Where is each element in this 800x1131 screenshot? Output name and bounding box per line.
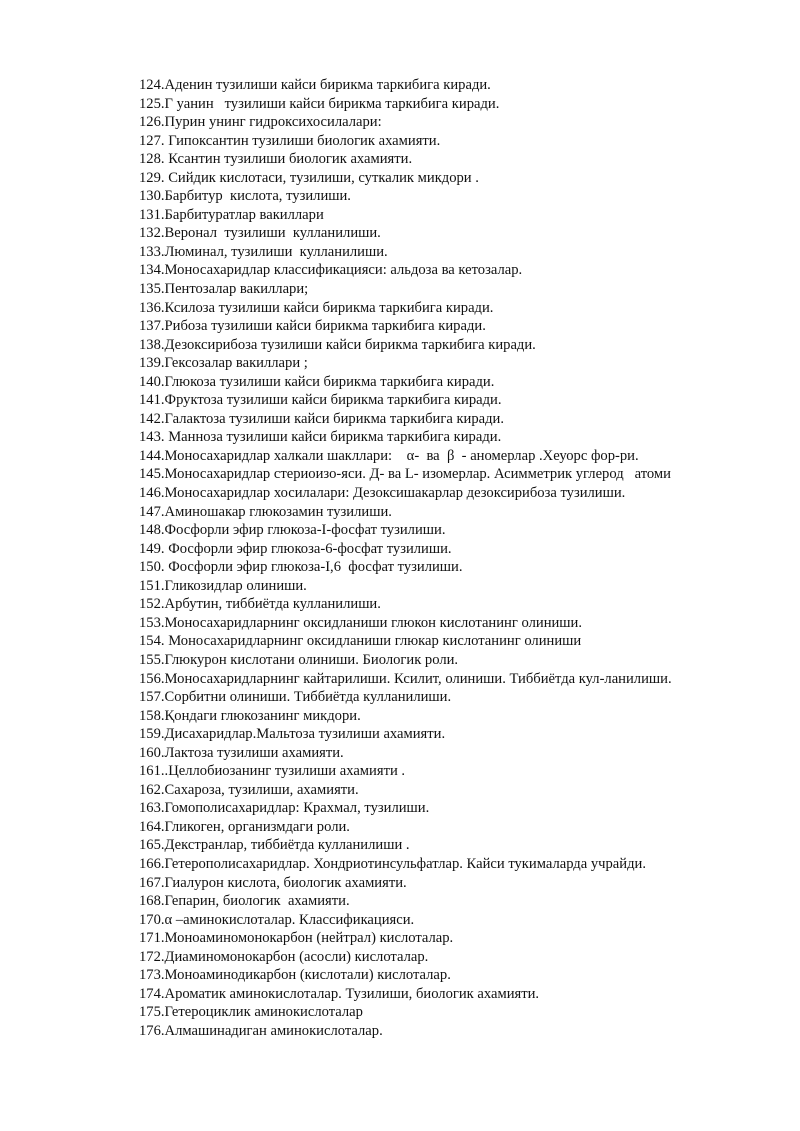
- question-line: 160.Лактоза тузилиши ахамияти.: [139, 744, 344, 761]
- question-line: 152.Арбутин, тиббиётда кулланилиши.: [139, 596, 381, 613]
- question-line: 174.Ароматик аминокислоталар. Тузилиши, биологик ахамияти.: [139, 985, 540, 1002]
- question-line: 159.Дисахаридлар.Мальтоза тузилиши ахамияти.: [139, 726, 446, 743]
- question-line: 141.Фруктоза тузилиши кайси бирикма таркибига киради.: [139, 392, 502, 409]
- question-line: 125.Г уанин тузилиши кайси бирикма таркибига киради.: [139, 95, 500, 112]
- question-line: 166.Гетерополисахаридлар. Хондриотинсульфатлар. Кайси тукималарда учрайди.: [139, 855, 646, 872]
- question-line: 139.Гексозалар вакиллари ;: [139, 355, 308, 372]
- question-line: 157.Сорбитни олиниши. Тиббиётда кулланилиши.: [139, 689, 452, 706]
- question-line: 155.Глюкурон кислотани олиниши. Биологик роли.: [139, 651, 459, 668]
- question-line: 175.Гетероциклик аминокислоталар: [139, 1004, 363, 1021]
- question-line: 158.Қондаги глюкозанинг микдори.: [139, 707, 361, 724]
- question-line: 124.Аденин тузилиши кайси бирикма таркибига киради.: [139, 77, 491, 93]
- question-line: 171.Моноаминомонокарбон (нейтрал) кислоталар.: [139, 930, 454, 947]
- question-line: 161..Целлобиозанинг тузилиши ахамияти .: [139, 763, 406, 780]
- question-line: 145.Моносахаридлар стериоизо-яси. Д- ва L- изомерлар. Асимметрик углерод атоми: [139, 466, 671, 483]
- question-line: 135.Пентозалар вакиллари;: [139, 281, 309, 298]
- question-line: 156.Моносахаридларнинг кайтарилиши. Ксилит, олиниши. Тиббиётда кул-ланилиши.: [139, 670, 672, 687]
- question-line: 148.Фосфорли эфир глюкоза-I-фосфат тузилиши.: [139, 522, 446, 539]
- question-line: 172.Диаминомонокарбон (асосли) кислоталар.: [139, 948, 429, 965]
- question-line: 165.Декстранлар, тиббиётда кулланилиши .: [139, 837, 410, 854]
- question-line: 168.Гепарин, биологик ахамияти.: [139, 893, 350, 910]
- question-list: [139, 76, 779, 1040]
- question-line: 163.Гомополисахаридлар: Крахмал, тузилиши.: [139, 800, 430, 817]
- question-line: 146.Моносахаридлар хосилалари: Дезоксишакарлар дезоксирибоза тузилиши.: [139, 485, 626, 502]
- question-line: 134.Моносахаридлар классификацияси: альдоза ва кетозалар.: [139, 262, 523, 279]
- question-line: 176.Алмашинадиган аминокислоталар.: [139, 1022, 383, 1039]
- question-line: 150. Фосфорли эфир глюкоза-I,6 фосфат тузилиши.: [139, 559, 463, 576]
- question-line: 153.Моносахаридларнинг оксидланиши глюкон кислотанинг олиниши.: [139, 614, 583, 631]
- question-line: 144.Моносахаридлар халкали шакллари: α- ва β - аномерлар .Хеуорс фор-ри.: [139, 447, 639, 464]
- question-line: 131.Барбитуратлар вакиллари: [139, 206, 324, 223]
- question-line: 140.Глюкоза тузилиши кайси бирикма таркибига киради.: [139, 373, 495, 390]
- question-line: 167.Гиалурон кислота, биологик ахамияти.: [139, 874, 407, 891]
- question-line: 170.α –аминокислоталар. Классификацияси.: [139, 911, 415, 928]
- question-line: 130.Барбитур кислота, тузилиши.: [139, 188, 351, 205]
- question-line: 138.Дезоксирибоза тузилиши кайси бирикма таркибига киради.: [139, 336, 536, 353]
- question-line: 142.Галактоза тузилиши кайси бирикма таркибига киради.: [139, 410, 505, 427]
- question-line: 133.Люминал, тузилиши кулланилиши.: [139, 243, 388, 260]
- question-line: 147.Аминошакар глюкозамин тузилиши.: [139, 503, 392, 520]
- question-line: 164.Гликоген, организмдаги роли.: [139, 818, 350, 835]
- question-line: 162.Сахароза, тузилиши, ахамияти.: [139, 781, 359, 798]
- question-line: 173.Моноаминодикарбон (кислотали) кислоталар.: [139, 967, 451, 984]
- question-line: 137.Рибоза тузилиши кайси бирикма таркибига киради.: [139, 318, 486, 335]
- question-line: 128. Ксантин тузилиши биологик ахамияти.: [139, 151, 413, 168]
- question-line: 149. Фосфорли эфир глюкоза-6-фосфат тузилиши.: [139, 540, 452, 557]
- question-line: 136.Ксилоза тузилиши кайси бирикма таркибига киради.: [139, 299, 494, 316]
- question-line: 127. Гипоксантин тузилиши биологик ахамияти.: [139, 132, 441, 149]
- question-line: 143. Манноза тузилиши кайси бирикма таркибига киради.: [139, 429, 502, 446]
- question-line: 154. Моносахаридларнинг оксидланиши глюкар кислотанинг олиниши: [139, 633, 582, 650]
- question-line: 132.Веронал тузилиши кулланилиши.: [139, 225, 381, 242]
- question-line: 151.Гликозидлар олиниши.: [139, 577, 307, 594]
- question-line: 129. Сийдик кислотаси, тузилиши, суткалик микдори .: [139, 169, 479, 186]
- question-line: 126.Пурин унинг гидроксихосилалари:: [139, 114, 382, 131]
